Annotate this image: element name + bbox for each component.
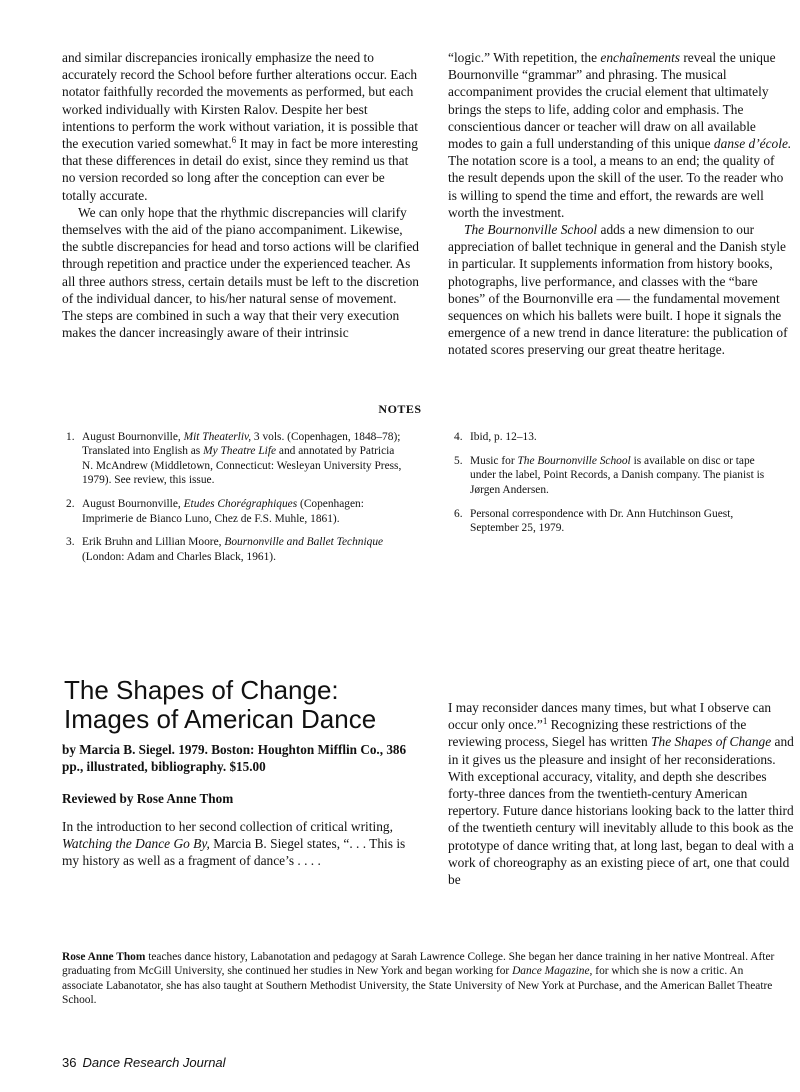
text-run: (Copenhagen: Imprimerie de Bianco Luno, Chez de F.S. Muhle, 1861). xyxy=(82,498,364,525)
text-run: It may in fact be more interesting that these differences in detail do exist, since they remind us that no version recorded so long after the conception can ever be totally accurate. xyxy=(62,136,418,203)
text-run: The notation score is a tool, a means to an end; the quality of the result depends upon the skill of the user. To the reader who is willing to spend the time and effort, the rewards are well worth the investment. xyxy=(448,153,784,220)
author-bio xyxy=(62,950,782,1008)
book-title: The Shapes of Change xyxy=(651,734,772,750)
text-run: August Bournonville, xyxy=(82,498,184,511)
book-title: Watching the Dance Go By, xyxy=(62,836,210,852)
notes-heading: NOTES xyxy=(378,402,422,416)
footnote-ref: 6 xyxy=(231,135,237,146)
review-column-right xyxy=(448,699,794,888)
text-run: Erik Bruhn and Lillian Moore, xyxy=(82,536,225,549)
text-run: In the introduction to her second collection of critical writing, xyxy=(62,819,393,834)
text-run: and similar discrepancies ironically emphasize the need to accurately record the School before further alterations occur. Each notator faithfully recorded the movements as performed, but each worked individually with Kirsten Ralov. Despite her best intentions to perform the work without variation, it is possible that the execution varied somewhat. xyxy=(62,50,418,152)
article-column-left xyxy=(62,49,420,341)
text-run: I may reconsider dances many times, but what I observe can occur only once.” xyxy=(448,700,772,733)
review-column-left xyxy=(62,818,420,870)
text-run: August Bournonville, xyxy=(82,431,184,443)
text-run: Personal correspondence with Dr. Ann Hutchinson Guest, September 25, 1979. xyxy=(470,507,734,535)
paragraph xyxy=(62,818,420,870)
paragraph xyxy=(448,221,794,359)
italic-term: danse d’école. xyxy=(713,136,792,152)
review-title-line: Images of American Dance xyxy=(64,704,377,734)
text-run: Music for xyxy=(470,454,518,467)
text-run: “logic.” With repetition, the xyxy=(448,50,601,65)
magazine-title: Dance Magazine, xyxy=(512,965,593,978)
italic-term: enchaînements xyxy=(600,50,680,65)
text-run: adds a new dimension to our appreciation of ballet technique in general and the Danish style in particular. It supplements information from history books, photographs, live performance, and classes with the “bare bones” of the Bournonville era — the fundamental movement sequences on which his ballets were built. I hope it signals the emergence of a new trend in dance literature: the publication of notated scores preserving our great theatre heritage. xyxy=(448,222,788,358)
review-title xyxy=(64,676,424,734)
page-number: 36 xyxy=(62,1055,77,1070)
review-byline: Reviewed by Rose Anne Thom xyxy=(62,791,234,806)
text-run: Marcia B. Siegel states, “. . . This is my history as well as a fragment of dance’s . . . . xyxy=(62,836,406,869)
text-run: for which she is now a critic. An associate Labanotator, she has also taught at Southern Methodist University, the State University of New York at Purchase, and the American Ballet Theatre School. xyxy=(62,965,773,1007)
book-title: Mit Theaterliv, xyxy=(183,431,252,443)
author-name: Rose Anne Thom xyxy=(62,951,146,963)
note-item xyxy=(62,535,402,564)
note-item xyxy=(450,507,780,536)
notes-column-left xyxy=(62,430,402,574)
text-run: reveal the unique Bournonville “grammar” and phrasing. The musical accompaniment provides the crucial element that ultimately brings the steps to life, adding color and emphasis. The conscientious dancer or teacher will draw on all available modes to gain a full understanding of this unique xyxy=(448,50,776,152)
text-run: (London: Adam and Charles Black, 1961). xyxy=(82,550,276,563)
notes-column-right xyxy=(450,430,780,545)
paragraph xyxy=(448,49,794,221)
note-number: 3. xyxy=(66,536,75,549)
paragraph xyxy=(62,49,420,204)
note-number: 2. xyxy=(66,498,75,511)
article-column-right xyxy=(448,49,794,359)
review-title-line: The Shapes of Change: xyxy=(64,675,339,705)
page-footer xyxy=(62,1055,226,1070)
note-item xyxy=(62,497,402,526)
text-run: is available on disc or tape under the label, Point Records, a Danish company. The pianist is Jørgen Andersen. xyxy=(470,454,765,496)
note-item xyxy=(62,430,402,488)
book-title: My Theatre Life xyxy=(203,445,277,458)
book-title: Bournonville and Ballet Technique xyxy=(224,536,384,549)
book-title: Etudes Chorégraphiques xyxy=(183,498,298,511)
footnote-ref: 1 xyxy=(542,716,548,727)
paragraph xyxy=(448,699,794,888)
text-run: and annotated by Patricia N. McAndrew (Middletown, Connecticut: Wesleyan University Press, 1979). See review, this issue. xyxy=(82,445,402,487)
note-number: 1. xyxy=(66,431,75,443)
text-run: Ibid, p. 12–13. xyxy=(470,431,537,443)
note-item xyxy=(450,430,780,444)
note-item xyxy=(450,454,780,497)
text-run: teaches dance history, Labanotation and pedagogy at Sarah Lawrence College. She began her dance training in her native Montreal. After graduating from McGill University, she continued her studies in New York and began working for xyxy=(62,951,775,978)
text-run: Recognizing these restrictions of the reviewing process, Siegel has written xyxy=(448,717,747,750)
text-run: and in it gives us the pleasure and insight of her reconsiderations. With exceptional accuracy, vitality, and depth she describes forty-three dances from the twentieth-century American repertory. Future dance historians looking back to the latter third of the twentieth century will inevitably allude to this book as the prototype of dance writing that, at long last, began to deal with a work of choreography as an existing piece of art, one that could be xyxy=(448,734,794,888)
book-title: The Bournonville School xyxy=(517,454,631,467)
note-number: 5. xyxy=(454,454,463,467)
text-run: 3 vols. (Copenhagen, 1848–78); Translated into English as xyxy=(82,431,401,458)
paragraph: We can only hope that the rhythmic discrepancies will clarify themselves with the aid of the piano accompaniment. Likewise, the subtle discrepancies for head and torso actions will be clarified through repetition and practice under the experienced teacher. As all three authors stress, certain details must be left to the discretion of the individual dancer, to his/her natural sense of movement. The steps are combined in such a way that their very execution makes the dancer increasingly aware of their intrinsic xyxy=(62,204,419,341)
review-publication-info: by Marcia B. Siegel. 1979. Boston: Houghton Mifflin Co., 386 pp., illustrated, bibliography. $15.00 xyxy=(62,742,407,774)
book-title: The Bournonville School xyxy=(464,222,598,238)
note-number: 6. xyxy=(454,507,463,520)
note-number: 4. xyxy=(454,431,463,443)
journal-name: Dance Research Journal xyxy=(82,1055,226,1070)
